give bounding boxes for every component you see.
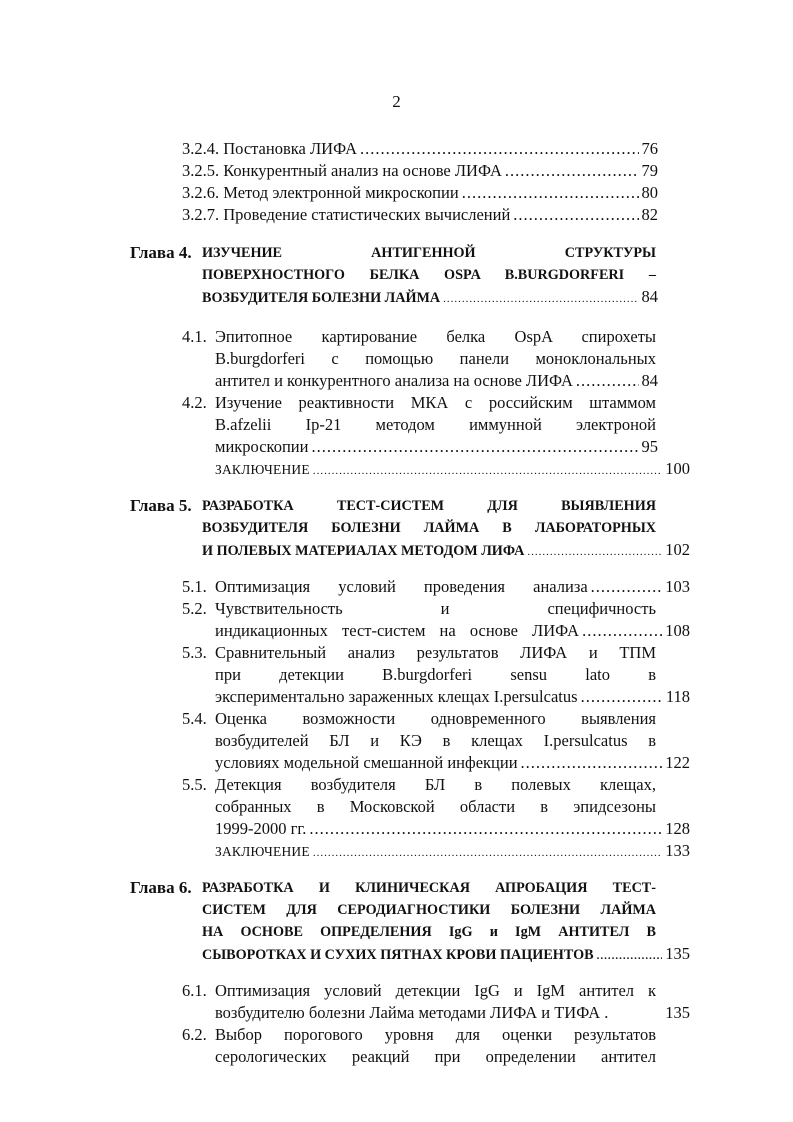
toc-entry[interactable]: [182, 204, 658, 226]
toc-entry-page: 135: [665, 944, 690, 963]
toc-entry-title-line[interactable]: B.afzelii Ip-21 методом иммунной электроной: [215, 415, 656, 434]
toc-entry-page: 103: [665, 577, 690, 596]
chapter-label: Глава 6.: [130, 878, 192, 897]
toc-entry-title-line[interactable]: Эпитопное картирование белка OspA спирохеты: [215, 327, 656, 346]
toc-entry-number: 5.1.: [182, 577, 207, 596]
toc-entry[interactable]: [215, 818, 690, 840]
toc-entry-title-line: условиях модельной смешанной инфекции: [215, 753, 518, 772]
toc-entry-conclusion[interactable]: [215, 840, 690, 864]
toc-entry-title-line: индикационных тест-систем на основе ЛИФА: [215, 621, 580, 640]
toc-entry-title: Проведение статистических вычислений: [223, 205, 511, 224]
toc-entry-number: 5.3.: [182, 643, 207, 662]
chapter-title-line: И ПОЛЕВЫХ МАТЕРИАЛАХ МЕТОДОМ ЛИФА: [202, 543, 525, 559]
toc-entry-title-line[interactable]: Сравнительный анализ результатов ЛИФА и ТПМ: [215, 643, 656, 662]
toc-entry-page: 100: [665, 459, 690, 478]
toc-entry-title-line[interactable]: B.burgdorferi с помощью панели моноклональных: [215, 349, 656, 368]
toc-entry-number: 4.1.: [182, 327, 207, 346]
chapter-title-line[interactable]: ВОЗБУДИТЕЛЯ БОЛЕЗНИ ЛАЙМА В ЛАБОРАТОРНЫХ: [202, 520, 656, 536]
toc-entry-title-line: антител и конкурентного анализа на основе ЛИФА: [215, 371, 573, 390]
toc-entry-title-line: экспериментально зараженных клещах I.persulcatus: [215, 687, 578, 706]
toc-entry-title-line[interactable]: Выбор порогового уровня для оценки результатов: [215, 1025, 656, 1044]
page-number: 2: [392, 92, 401, 111]
toc-entry-number: 6.2.: [182, 1025, 207, 1044]
toc-entry[interactable]: [182, 138, 658, 160]
chapter-title-entry[interactable]: [202, 539, 690, 563]
chapter-title-line[interactable]: НА ОСНОВЕ ОПРЕДЕЛЕНИЯ IgG и IgM АНТИТЕЛ В: [202, 924, 656, 940]
toc-entry[interactable]: [215, 620, 690, 642]
toc-entry-title-line[interactable]: Изучение реактивности МКА с российским штаммом: [215, 393, 656, 412]
toc-entry-title-line: микроскопии: [215, 437, 309, 456]
toc-entry-title: Метод электронной микроскопии: [223, 183, 459, 202]
toc-entry-page: 102: [665, 540, 690, 559]
toc-entry-title-line: 1999-2000 гг.: [215, 819, 307, 838]
toc-entry-page: 95: [641, 437, 658, 456]
toc-entry-title-line[interactable]: Оценка возможности одновременного выявления: [215, 709, 656, 728]
chapter-title-line: ВОЗБУДИТЕЛЯ БОЛЕЗНИ ЛАЙМА: [202, 290, 441, 306]
toc-entry-title-line[interactable]: при детекции B.burgdorferi sensu lato в: [215, 665, 656, 684]
toc-entry-number: 5.4.: [182, 709, 207, 728]
toc-entry-page: 80: [641, 183, 658, 202]
toc-entry-title-line: возбудителю болезни Лайма методами ЛИФА и ТИФА: [215, 1003, 601, 1022]
toc-entry[interactable]: [215, 370, 658, 392]
toc-entry-page: 118: [665, 687, 690, 706]
toc-entry-page: 84: [641, 287, 658, 306]
toc-entry-title-line[interactable]: Детекция возбудителя БЛ в полевых клещах,: [215, 775, 656, 794]
toc-entry-number: 3.2.7.: [182, 205, 220, 224]
chapter-title-entry[interactable]: [202, 286, 658, 310]
chapter-title-line[interactable]: СИСТЕМ ДЛЯ СЕРОДИАГНОСТИКИ БОЛЕЗНИ ЛАЙМА: [202, 902, 656, 918]
toc-entry[interactable]: [215, 686, 690, 708]
chapter-title-entry[interactable]: [202, 943, 690, 967]
chapter-title-line[interactable]: ИЗУЧЕНИЕ АНТИГЕННОЙ СТРУКТУРЫ: [202, 245, 656, 261]
toc-entry[interactable]: [215, 576, 690, 598]
chapter-title-line: СЫВОРОТКАХ И СУХИХ ПЯТНАХ КРОВИ ПАЦИЕНТОВ: [202, 947, 594, 963]
chapter-title-line[interactable]: РАЗРАБОТКА ТЕСТ-СИСТЕМ ДЛЯ ВЫЯВЛЕНИЯ: [202, 498, 656, 514]
toc-entry-number: 3.2.4.: [182, 139, 220, 158]
toc-entry-title-line[interactable]: возбудителей БЛ и КЭ в клещах I.persulcatus в: [215, 731, 656, 750]
toc-entry-page: 79: [641, 161, 658, 180]
toc-entry-number: 3.2.5.: [182, 161, 220, 180]
chapter-title-line[interactable]: РАЗРАБОТКА И КЛИНИЧЕСКАЯ АПРОБАЦИЯ ТЕСТ-: [202, 880, 656, 896]
toc-entry-number: 5.5.: [182, 775, 207, 794]
toc-entry-page: 135: [665, 1003, 690, 1022]
toc-entry-page: 128: [665, 819, 690, 838]
toc-entry-title-line[interactable]: Чувствительность и специфичность: [215, 599, 656, 618]
toc-entry[interactable]: [182, 182, 658, 204]
toc-entry-page: 133: [665, 841, 690, 860]
chapter-label: Глава 5.: [130, 496, 192, 515]
toc-entry-title: Конкурентный анализ на основе ЛИФА: [223, 161, 502, 180]
toc-entry-title-line: Оптимизация условий проведения анализа: [215, 577, 588, 596]
chapter-title-line[interactable]: ПОВЕРХНОСТНОГО БЕЛКА OSPA B.BURGDORFERI –: [202, 267, 656, 283]
toc-entry-title: Постановка ЛИФА: [223, 139, 357, 158]
toc-entry[interactable]: [215, 752, 690, 774]
toc-entry-page: 82: [641, 205, 658, 224]
toc-entry-title: ЗАКЛЮЧЕНИЕ: [215, 462, 310, 477]
toc-entry-number: 4.2.: [182, 393, 207, 412]
toc-entry-conclusion[interactable]: [215, 458, 690, 482]
toc-entry[interactable]: [215, 436, 658, 458]
toc-entry[interactable]: возбудителю болезни Лайма методами ЛИФА и ТИФА . 135: [215, 1003, 690, 1022]
toc-entry[interactable]: [182, 160, 658, 182]
toc-entry-title-line[interactable]: серологических реакций при определении антител: [215, 1047, 656, 1066]
toc-entry-title: ЗАКЛЮЧЕНИЕ: [215, 844, 310, 859]
toc-entry-title-line[interactable]: Оптимизация условий детекции IgG и IgM антител к: [215, 981, 656, 1000]
toc-entry-page: 108: [665, 621, 690, 640]
toc-entry-page: 84: [641, 371, 658, 390]
toc-entry-number: 3.2.6.: [182, 183, 220, 202]
toc-entry-number: 6.1.: [182, 981, 207, 1000]
toc-entry-title-line[interactable]: собранных в Московской области в эпидсезоны: [215, 797, 656, 816]
chapter-label: Глава 4.: [130, 243, 192, 262]
toc-entry-page: 76: [641, 139, 658, 158]
toc-entry-number: 5.2.: [182, 599, 207, 618]
toc-entry-page: 122: [665, 753, 690, 772]
